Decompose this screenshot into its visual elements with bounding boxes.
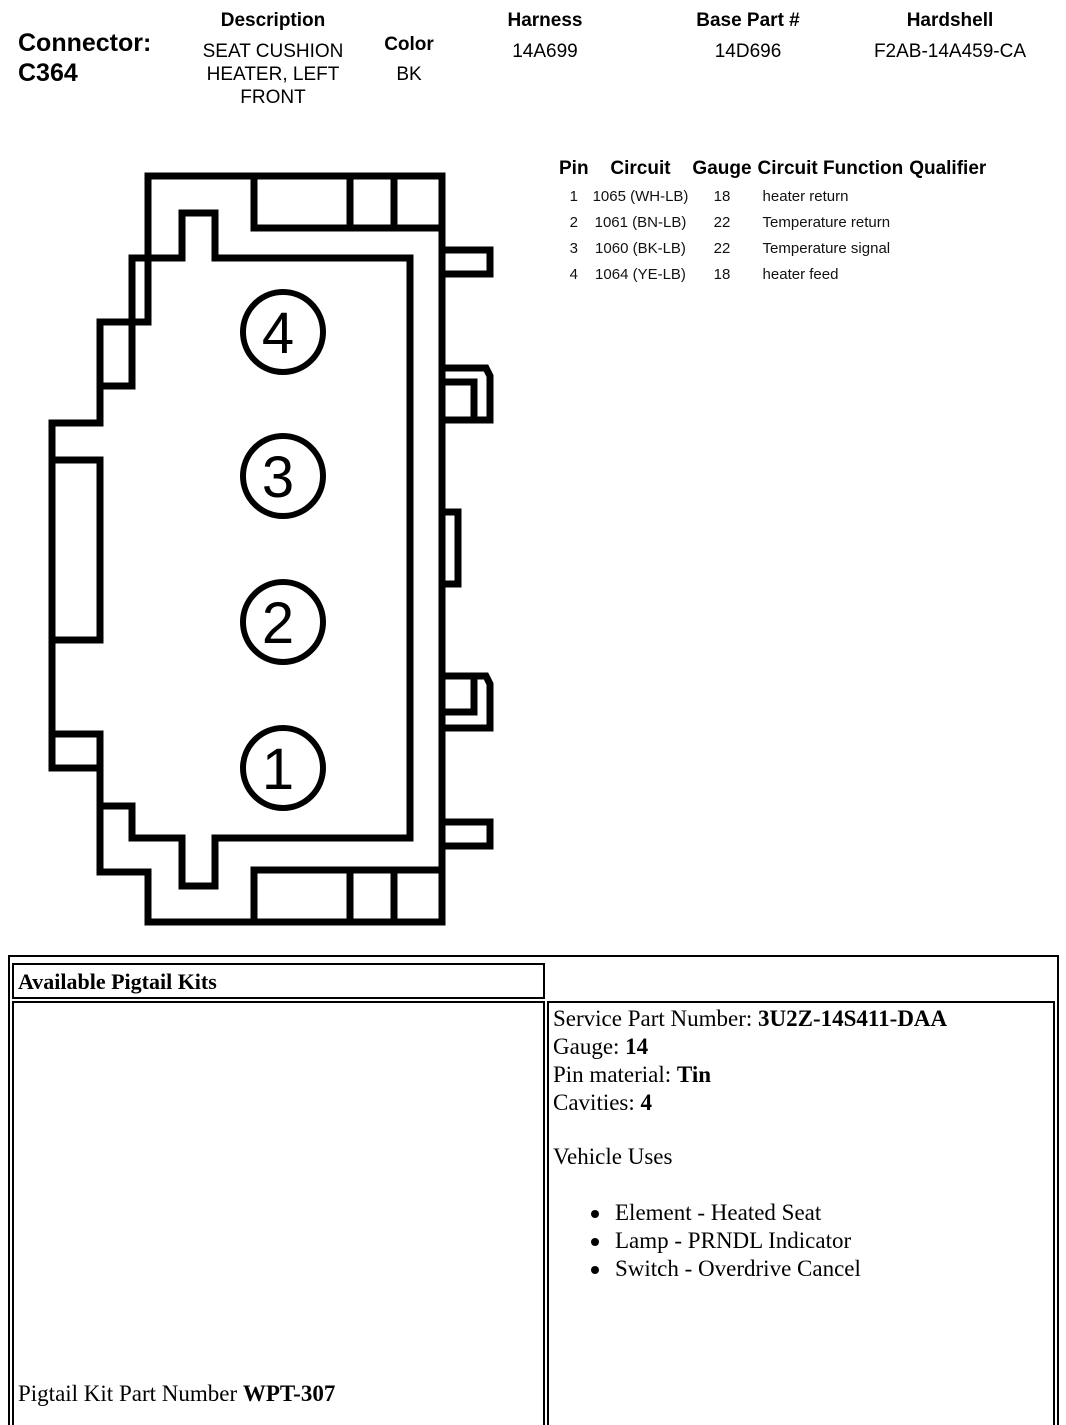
pin-number-label: 4 bbox=[261, 301, 295, 366]
cell-circuit: 1065 (WH-LB) bbox=[592, 188, 689, 205]
connector-id: C364 bbox=[18, 59, 78, 87]
color-value: BK bbox=[396, 64, 422, 85]
hardshell-value: F2AB-14A459-CA bbox=[873, 41, 1027, 62]
table-header-row bbox=[556, 158, 989, 184]
top-latch bbox=[254, 176, 442, 228]
pin-number-label: 1 bbox=[261, 737, 295, 802]
list-item bbox=[587, 1199, 861, 1227]
cavities-value: 4 bbox=[640, 1090, 653, 1115]
pin-number-label: 3 bbox=[261, 445, 295, 510]
vehicle-use-text: Element - Heated Seat bbox=[615, 1200, 822, 1225]
bottom-latch bbox=[254, 870, 442, 922]
right-tab bbox=[442, 676, 490, 728]
bullet-icon bbox=[591, 1238, 599, 1246]
base-part-header: Base Part # bbox=[696, 10, 800, 31]
pin-number-label: 2 bbox=[261, 591, 295, 656]
bullet-icon bbox=[591, 1210, 599, 1218]
vehicle-use-text: Lamp - PRNDL Indicator bbox=[615, 1228, 852, 1253]
cell-function: Temperature signal bbox=[762, 240, 891, 257]
cell-pin: 3 bbox=[569, 240, 578, 257]
list-item bbox=[587, 1227, 861, 1255]
pin-material-line bbox=[553, 1061, 711, 1089]
cell-gauge: 22 bbox=[713, 214, 731, 231]
base-part-value: 14D696 bbox=[714, 41, 782, 62]
col-header-gauge: Gauge bbox=[692, 158, 752, 179]
cell-function: heater feed bbox=[762, 266, 839, 283]
service-part-value: 3U2Z-14S411-DAA bbox=[758, 1006, 948, 1031]
kit-part-label: Pigtail Kit Part Number bbox=[18, 1381, 243, 1406]
right-tab bbox=[442, 368, 490, 420]
col-header-pin: Pin bbox=[559, 158, 589, 179]
pigtail-image-cell bbox=[12, 1001, 545, 1425]
cell-gauge: 18 bbox=[713, 266, 731, 283]
table-row bbox=[556, 210, 989, 236]
service-part-number bbox=[553, 1005, 947, 1033]
housing-outline bbox=[52, 176, 442, 922]
col-header-circuit: Circuit bbox=[610, 158, 671, 179]
table-row bbox=[556, 184, 989, 210]
cell-circuit: 1064 (YE-LB) bbox=[595, 266, 686, 283]
cell-gauge: 22 bbox=[713, 240, 731, 257]
vehicle-uses-heading: Vehicle Uses bbox=[553, 1144, 673, 1169]
kit-part-number bbox=[18, 1381, 335, 1407]
service-part-label: Service Part Number: bbox=[553, 1006, 759, 1031]
vehicle-use-text: Switch - Overdrive Cancel bbox=[615, 1256, 861, 1281]
list-item bbox=[587, 1255, 861, 1283]
right-tab bbox=[442, 822, 490, 846]
cell-function: Temperature return bbox=[762, 214, 891, 231]
cell-gauge: 18 bbox=[713, 188, 731, 205]
vehicle-uses-list bbox=[587, 1199, 861, 1283]
pigtail-kits-title-box bbox=[12, 963, 545, 999]
hardshell-header: Hardshell bbox=[906, 10, 994, 31]
col-header-function: Circuit Function bbox=[757, 158, 904, 179]
cell-pin: 1 bbox=[569, 188, 578, 205]
description-line: FRONT bbox=[240, 87, 306, 108]
table-row bbox=[556, 236, 989, 262]
cell-pin: 2 bbox=[569, 214, 578, 231]
pin-assignment-table bbox=[556, 158, 989, 288]
connector-face-diagram bbox=[0, 0, 540, 940]
table-row bbox=[556, 262, 989, 288]
connector-label: Connector: bbox=[18, 29, 152, 57]
bullet-icon bbox=[591, 1266, 599, 1274]
description-header: Description bbox=[220, 10, 326, 31]
gauge-value: 14 bbox=[625, 1034, 649, 1059]
cavity-outline bbox=[52, 213, 410, 886]
cell-circuit: 1060 (BK-LB) bbox=[595, 240, 686, 257]
cell-circuit: 1061 (BN-LB) bbox=[594, 214, 687, 231]
gauge-label: Gauge: bbox=[553, 1034, 626, 1059]
pigtail-details-cell bbox=[547, 1001, 1055, 1425]
col-header-qualifier: Qualifier bbox=[909, 158, 987, 179]
harness-header: Harness bbox=[507, 10, 583, 31]
pin-material-value: Tin bbox=[676, 1062, 712, 1087]
description-line: HEATER, LEFT bbox=[206, 64, 340, 85]
cell-function: heater return bbox=[762, 188, 849, 205]
cell-pin: 4 bbox=[569, 266, 578, 283]
cavities-line bbox=[553, 1089, 652, 1117]
right-tab bbox=[442, 250, 490, 274]
pin-material-label: Pin material: bbox=[553, 1062, 677, 1087]
color-header: Color bbox=[384, 34, 434, 55]
harness-value: 14A699 bbox=[512, 41, 578, 62]
kit-part-value: WPT-307 bbox=[242, 1381, 336, 1406]
description-line: SEAT CUSHION bbox=[202, 41, 344, 62]
gauge-line bbox=[553, 1033, 648, 1061]
cavities-label: Cavities: bbox=[553, 1090, 641, 1115]
pigtail-kits-title: Available Pigtail Kits bbox=[18, 969, 217, 994]
